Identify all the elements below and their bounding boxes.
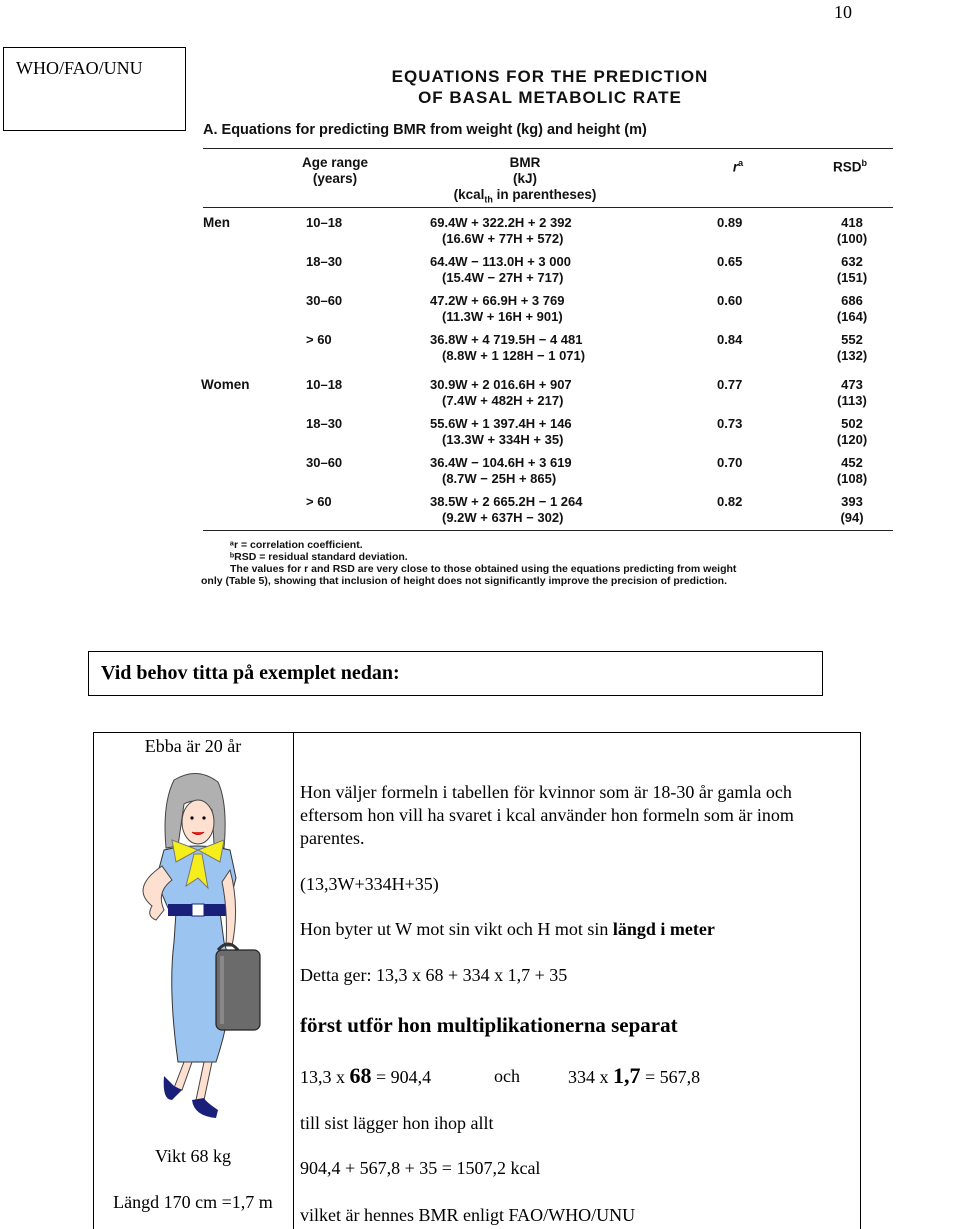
women-row-age: > 60 [306, 494, 332, 509]
women-row-eq-kcal: (13.3W + 334H + 35) [442, 432, 564, 447]
table-title-line1: EQUATIONS FOR THE PREDICTION [391, 67, 709, 86]
table-rule-header [203, 207, 893, 208]
footnote-note1: The values for r and RSD are very close to those obtained using the equations predicting from weight [230, 563, 737, 575]
men-row-r: 0.84 [717, 332, 743, 347]
header-years-label: (years) [312, 171, 358, 186]
women-row-rsd-kcal: (113) [837, 393, 867, 408]
header-age-range-label: Age range [301, 155, 369, 170]
men-row-rsd: 552 [841, 332, 863, 347]
men-row-age: > 60 [306, 332, 332, 347]
men-row-eq-kcal: (15.4W − 27H + 717) [442, 270, 564, 285]
explanation-line-2: eftersom hon vill ha svaret i kcal använder hon formeln som är inom [300, 805, 794, 825]
women-row-eq-kcal: (7.4W + 482H + 217) [442, 393, 564, 408]
women-row-rsd: 393 [841, 494, 863, 509]
example-heading: Vid behov titta på exemplet nedan: [88, 651, 823, 696]
chosen-formula: (13,3W+334H+35) [300, 874, 439, 894]
example-pane-divider [293, 732, 294, 1229]
table-subtitle: A. Equations for predicting BMR from weight (kg) and height (m) [203, 122, 647, 138]
sum-text: 904,4 + 567,8 + 35 = 1507,2 kcal [300, 1158, 541, 1178]
women-row-eq-kj: 30.9W + 2 016.6H + 907 [430, 377, 572, 392]
men-row-rsd-kcal: (164) [836, 309, 868, 324]
header-kj-label: (kJ) [512, 171, 537, 186]
women-row-eq-kj: 38.5W + 2 665.2H − 1 264 [430, 494, 583, 509]
women-row-eq-kj: 55.6W + 1 397.4H + 146 [430, 416, 572, 431]
ebba-weight: Vikt 68 kg [155, 1146, 231, 1166]
header-kcal-label: (kcal$_{th}$ in parentheses) [453, 187, 597, 205]
men-row-rsd: 418 [841, 215, 863, 230]
men-row-age: 30–60 [306, 293, 343, 308]
face-icon [182, 800, 214, 844]
men-row-rsd: 686 [841, 293, 863, 308]
men-row-eq-kcal: (11.3W + 16H + 901) [442, 309, 563, 324]
women-row-rsd-kcal: (94) [840, 510, 864, 525]
women-row-age: 10–18 [306, 377, 343, 392]
page-number: 10 [834, 2, 852, 22]
substitution-text: Hon byter ut W mot sin vikt och H mot sin längd i meter [300, 919, 715, 939]
men-row-eq-kj: 47.2W + 66.9H + 3 769 [430, 293, 565, 308]
men-row-eq-kj: 36.8W + 4 719.5H − 4 481 [430, 332, 583, 347]
women-row-eq-kj: 36.4W − 104.6H + 3 619 [430, 455, 572, 470]
men-row-eq-kcal: (16.6W + 77H + 572) [442, 231, 564, 246]
finally-text: till sist lägger hon ihop allt [300, 1113, 494, 1133]
table-rule-bottom [203, 530, 893, 531]
header-rsd: RSD$^b$ [832, 158, 867, 175]
women-row-age: 18–30 [306, 416, 343, 431]
expression-text: Detta ger: 13,3 x 68 + 334 x 1,7 + 35 [300, 965, 568, 985]
ebba-age: Ebba är 20 år [144, 736, 242, 756]
ebba-height: Längd 170 cm =1,7 m [113, 1192, 273, 1212]
header-r: $r^a$ [732, 158, 744, 175]
women-row-rsd-kcal: (120) [836, 432, 868, 447]
footnote-note2: only (Table 5), showing that inclusion of height does not significantly improve the precision of prediction. [201, 575, 728, 587]
table-rule-top [203, 148, 893, 149]
men-row-age: 10–18 [306, 215, 343, 230]
table-title-line2: OF BASAL METABOLIC RATE [418, 88, 682, 107]
footnote-r: ᵃr = correlation coefficient. [230, 539, 363, 551]
women-row-r: 0.77 [717, 377, 743, 392]
women-row-age: 30–60 [306, 455, 343, 470]
legs-icon [164, 1062, 218, 1118]
calc-and: och [494, 1066, 520, 1086]
explanation-line-3: parentes. [300, 828, 365, 848]
explanation-line-1: Hon väljer formeln i tabellen för kvinnor som är 18-30 år gamla och [300, 782, 792, 802]
men-row-rsd: 632 [841, 254, 863, 269]
women-row-r: 0.73 [717, 416, 743, 431]
men-row-age: 18–30 [306, 254, 343, 269]
men-row-rsd-kcal: (132) [836, 348, 868, 363]
men-row-eq-kj: 64.4W − 113.0H + 3 000 [430, 254, 571, 269]
briefcase-icon [216, 944, 260, 1030]
women-row-eq-kcal: (9.2W + 637H − 302) [442, 510, 564, 525]
first-step-text: först utför hon multiplikationerna separat [300, 1013, 678, 1037]
footnote-rsd: ᵇRSD = residual standard deviation. [230, 551, 408, 563]
calc-height: 334 x 1,7 = 567,8 [568, 1063, 701, 1088]
women-row-eq-kcal: (8.7W − 25H + 865) [442, 471, 557, 486]
women-row-r: 0.70 [717, 455, 743, 470]
substitution-bold: längd i meter [612, 919, 715, 939]
result-text: vilket är hennes BMR enligt FAO/WHO/UNU [300, 1205, 636, 1225]
group-men-label: Men [203, 215, 230, 230]
women-row-rsd-kcal: (108) [836, 471, 868, 486]
women-row-rsd: 452 [841, 455, 863, 470]
org-label-box: WHO/FAO/UNU [3, 47, 186, 131]
men-row-rsd-kcal: (151) [836, 270, 868, 285]
men-row-eq-kj: 69.4W + 322.2H + 2 392 [430, 215, 572, 230]
women-row-rsd: 502 [841, 416, 863, 431]
calc-weight: 13,3 x 68 = 904,4 [300, 1063, 432, 1088]
men-row-eq-kcal: (8.8W + 1 128H − 1 071) [442, 348, 586, 363]
woman-illustration [112, 770, 272, 1130]
explanation-paragraph [300, 781, 794, 850]
women-row-r: 0.82 [717, 494, 743, 509]
men-row-r: 0.89 [717, 215, 743, 230]
men-row-r: 0.65 [717, 254, 743, 269]
header-bmr-label: BMR [509, 155, 541, 170]
women-row-rsd: 473 [841, 377, 863, 392]
men-row-rsd-kcal: (100) [836, 231, 868, 246]
header-age-range [280, 155, 390, 187]
group-women-label: Women [201, 377, 250, 392]
men-row-r: 0.60 [717, 293, 743, 308]
header-bmr [420, 155, 630, 208]
